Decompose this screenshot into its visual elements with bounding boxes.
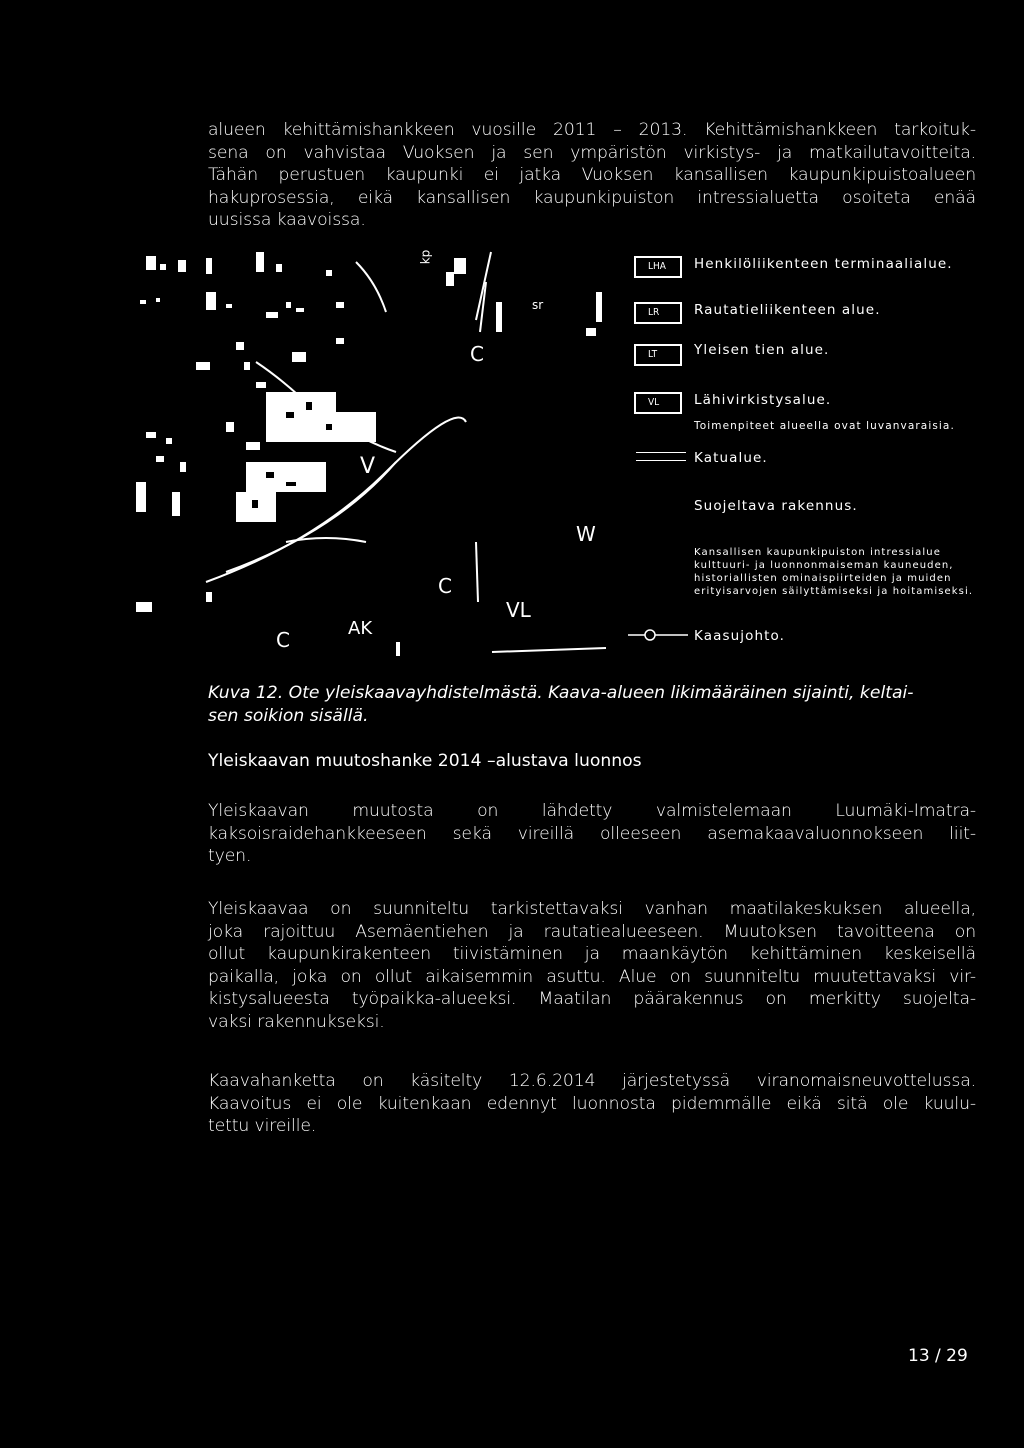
legend-park-line: erityisarvojen säilyttämiseksi ja hoitamiseksi. — [694, 586, 974, 597]
section-heading: Yleiskaavan muutoshanke 2014 –alustava luonnos — [208, 751, 642, 771]
text-line: Kaavahanketta on käsitelty 12.6.2014 järjestetyssä viranomaisneuvottelussa. — [208, 1071, 976, 1091]
text-line: Yleiskaavaa on suunniteltu tarkistettavaksi vanhan maatilakeskuksen alueella, — [208, 899, 976, 919]
text-line: kaksoisraidehankkeeseen sekä vireillä olleeseen asemakaavaluonnokseen liit- — [208, 823, 976, 844]
legend-label-vl: Lähivirkistysalue. — [694, 392, 832, 408]
legend-park-line: kulttuuri- ja luonnonmaiseman kauneuden, — [694, 560, 954, 571]
legend-label-lr: Rautatieliikenteen alue. — [694, 302, 881, 318]
map-legend — [620, 250, 1000, 670]
text-line: joka rajoittuu Asemäentiehen ja rautatiealueeseen. Muutoksen tavoitteena on — [208, 921, 976, 942]
text-line: sena on vahvistaa Vuoksen ja sen ympäristön virkistys- ja matkailutavoitteita. — [208, 142, 976, 163]
map-label-c: C — [470, 342, 484, 366]
map-label-c-lower: C — [438, 574, 452, 598]
text-line: uusissa kaavoissa. — [208, 210, 366, 231]
text-line: vaksi rakennukseksi. — [208, 1011, 385, 1032]
paragraph-1 — [208, 800, 976, 868]
paragraph-2 — [208, 898, 976, 1034]
map-label-c-left: C — [276, 628, 290, 652]
map-label-sr: sr — [532, 298, 544, 312]
figure-caption — [208, 682, 978, 727]
legend-label-lt: Yleisen tien alue. — [694, 342, 830, 358]
caption-line: Kuva 12. Ote yleiskaavayhdistelmästä. Kaava-alueen likimääräinen sijainti, keltai- — [208, 683, 914, 703]
paragraph-3 — [208, 1070, 976, 1138]
text-line: Yleiskaavan muutosta on lähdetty valmistelemaan Luumäki-Imatra- — [208, 801, 976, 821]
text-line: ollut kaupunkirakenteen tiivistäminen ja maankäytön kehittäminen keskeisellä — [208, 944, 976, 965]
legend-label-street: Katualue. — [694, 450, 768, 466]
plan-map-image — [136, 242, 616, 662]
legend-park-line: historiallisten ominaispiirteiden ja muiden — [694, 573, 952, 584]
legend-box-lha: LHA — [634, 256, 682, 278]
intro-paragraph — [208, 119, 976, 232]
text-line: paikalla, joka on ollut aikaisemmin asuttu. Alue on suunniteltu muutettavaksi vir- — [208, 966, 976, 987]
map-label-ak: AK — [348, 618, 373, 639]
legend-label-lha: Henkilöliikenteen terminaalialue. — [694, 256, 953, 272]
text-line: tyen. — [208, 846, 252, 867]
map-label-vl: VL — [506, 598, 531, 622]
street-line-symbol-2 — [636, 460, 686, 461]
text-line: hakuprosessia, eikä kansallisen kaupunkipuiston intressialuetta osoiteta enää — [208, 187, 976, 208]
legend-box-vl: VL — [634, 392, 682, 414]
legend-label-protected: Suojeltava rakennus. — [694, 498, 858, 514]
gas-pipe-symbol — [628, 628, 688, 642]
text-line: tettu vireille. — [208, 1116, 317, 1137]
legend-box-lr: LR — [634, 302, 682, 324]
legend-label-gas: Kaasujohto. — [694, 628, 786, 644]
text-line: alueen kehittämishankkeen vuosille 2011 – 2013. Kehittämishankkeen tarkoituk- — [208, 120, 976, 140]
map-label-kp: kp — [418, 249, 433, 265]
street-line-symbol — [636, 452, 686, 453]
map-label-w: W — [576, 522, 596, 546]
legend-box-lt: LT — [634, 344, 682, 366]
text-line: kistysalueesta työpaikka-alueeksi. Maatilan päärakennus on merkitty suojelta- — [208, 989, 976, 1010]
map-label-v: V — [360, 454, 376, 479]
text-line: Kaavoitus ei ole kuitenkaan edennyt luonnosta pidemmälle eikä sitä ole kuulu- — [208, 1093, 976, 1114]
map-graphic — [136, 242, 616, 662]
page-number: 13 / 29 — [908, 1346, 968, 1366]
text-line: Tähän perustuen kaupunki ei jatka Vuoksen kansallisen kaupunkipuistoalueen — [208, 165, 976, 186]
legend-vl-note: Toimenpiteet alueella ovat luvanvaraisia. — [694, 420, 955, 432]
legend-park-line: Kansallisen kaupunkipuiston intressialue — [694, 547, 941, 558]
caption-line: sen soikion sisällä. — [208, 705, 369, 726]
